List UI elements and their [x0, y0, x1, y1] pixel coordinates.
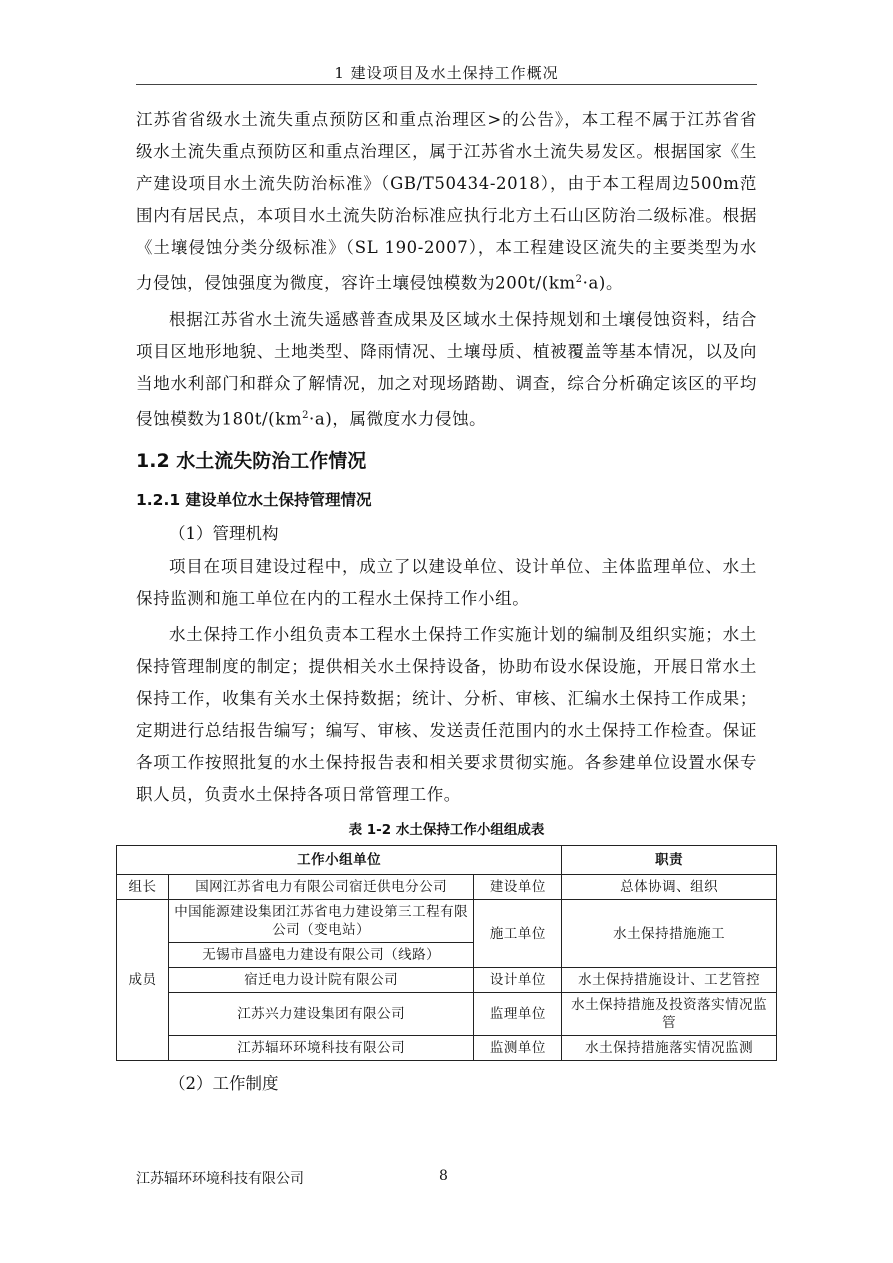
table-row: [117, 875, 777, 900]
table-row: [117, 900, 777, 943]
org-cell: 无锡市昌盛电力建设有限公司（线路）: [168, 943, 474, 968]
duty-cell: 水土保持措施设计、工艺管控: [562, 968, 777, 993]
duty-cell: 水土保持措施及投资落实情况监管: [562, 993, 777, 1036]
table-header-row: [117, 846, 777, 875]
subsection-heading: 1.2.1 建设单位水土保持管理情况: [136, 491, 372, 509]
superscript: 2: [575, 274, 583, 285]
duty-cell: 水土保持措施落实情况监测: [562, 1036, 777, 1061]
paragraph-3: 项目在项目建设过程中，成立了以建设单位、设计单位、主体监理单位、水土保持监测和施工单位在内的工程水土保持工作小组。: [136, 557, 757, 608]
duty-cell: 总体协调、组织: [562, 875, 777, 900]
section-heading: 1.2 水土流失防治工作情况: [136, 450, 367, 472]
org-cell: 宿迁电力设计院有限公司: [168, 968, 474, 993]
paragraph-1-tail: ·a)。: [582, 273, 624, 293]
paragraph-1-text: 江苏省省级水土流失重点预防区和重点治理区>的公告》，本工程不属于江苏省省级水土流失重点预防区和重点治理区，属于江苏省水土流失易发区。根据国家《生产建设项目水土流失防治标准》（GB/T50434-2018），由于本工程周边500m范围内有居民点，本项目水土流失防治标准应执行北方土石山区防治二级标准。根据《土壤侵蚀分类分级标准》（SL 190-2007），本工程建设区流失的主要类型为水力侵蚀，侵蚀强度为微度，容许土壤侵蚀模数为200t/(km: [136, 110, 757, 293]
type-cell: 监理单位: [474, 993, 562, 1036]
type-cell: 建设单位: [474, 875, 562, 900]
table-header-unit: 工作小组单位: [117, 846, 562, 875]
duty-cell: 水土保持措施施工: [562, 900, 777, 968]
table-row: [117, 968, 777, 993]
paragraph-4: 水土保持工作小组负责本工程水土保持工作实施计划的编制及组织实施；水土保持管理制度的制定；提供相关水土保持设备，协助布设水保设施，开展日常水土保持工作，收集有关水土保持数据；统计、分析、审核、汇编水土保持工作成果；定期进行总结报告编写；编写、审核、发送责任范围内的水土保持工作检查。保证各项工作按照批复的水土保持报告表和相关要求贯彻实施。各参建单位设置水保专职人员，负责水土保持各项日常管理工作。: [136, 625, 757, 804]
type-cell: 设计单位: [474, 968, 562, 993]
type-cell: 监测单位: [474, 1036, 562, 1061]
table-header-duty: 职责: [562, 846, 777, 875]
page-number: 8: [439, 1168, 448, 1184]
table-row: [117, 1036, 777, 1061]
sub-heading-2: （2）工作制度: [169, 1074, 279, 1093]
superscript: 2: [302, 409, 310, 421]
paragraph-2-text: 根据江苏省水土流失遥感普查成果及区域水土保持规划和土壤侵蚀资料，结合项目区地形地貌、土地类型、降雨情况、土壤母质、植被覆盖等基本情况，以及向当地水利部门和群众了解情况，加之对现场踏勘、调查，综合分析确定该区的平均侵蚀模数为180t/(km: [136, 309, 757, 428]
role-cell: 组长: [117, 875, 169, 900]
org-cell: 江苏辐环环境科技有限公司: [168, 1036, 474, 1061]
org-cell: 中国能源建设集团江苏省电力建设第三工程有限公司（变电站）: [168, 900, 474, 943]
org-cell: 国网江苏省电力有限公司宿迁供电分公司: [168, 875, 474, 900]
role-cell: 成员: [117, 900, 169, 1061]
work-group-table: [116, 845, 777, 1061]
footer-company: 江苏辐环环境科技有限公司: [136, 1171, 304, 1187]
page-header: 1 建设项目及水土保持工作概况: [334, 64, 559, 82]
sub-heading-1: （1）管理机构: [169, 524, 279, 543]
page-content: [128, 104, 768, 1101]
org-cell: 江苏兴力建设集团有限公司: [168, 993, 474, 1036]
paragraph-1: [136, 104, 757, 300]
paragraph-2-tail: ·a)，属微度水力侵蚀。: [309, 409, 487, 428]
paragraph-2: [136, 304, 757, 436]
header-rule: [136, 84, 757, 85]
type-cell: 施工单位: [474, 900, 562, 968]
table-caption: 表 1-2 水土保持工作小组组成表: [348, 822, 545, 838]
table-row: [117, 993, 777, 1036]
